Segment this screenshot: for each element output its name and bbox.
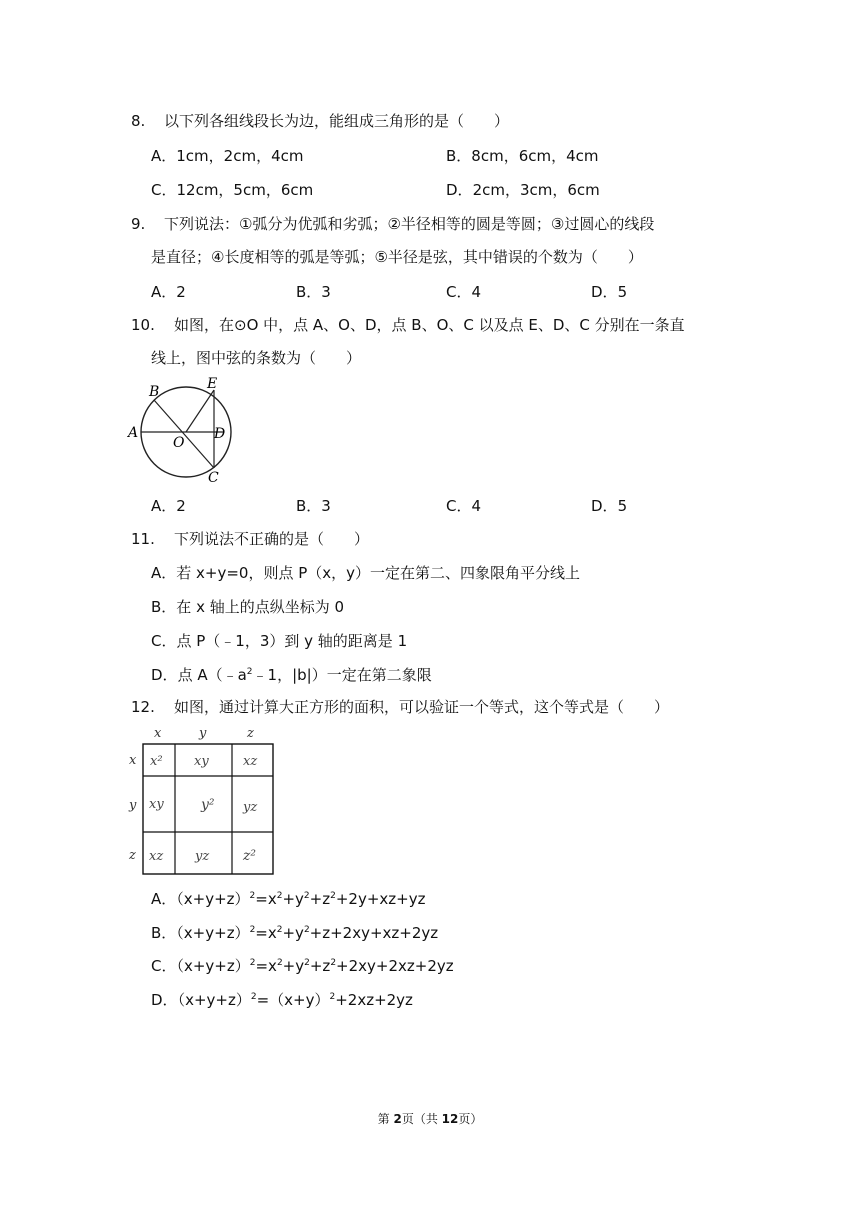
segment-oe [186, 390, 214, 432]
superscript: 2 [276, 925, 283, 935]
row-header-z: z [129, 848, 136, 863]
option-text: 5 [617, 497, 628, 515]
option-text: 2 [176, 497, 186, 515]
formula-part: =（x+y） [256, 991, 330, 1009]
option-text: 12cm，5cm，6cm [176, 181, 314, 199]
formula-part: +2xz+2yz [335, 991, 413, 1009]
cell-y2: y² [201, 797, 215, 813]
option-text: 2cm，3cm，6cm [472, 181, 600, 199]
footer-pre: 第 [377, 1112, 394, 1126]
option-letter: B． [151, 598, 177, 616]
segment-bc [154, 400, 214, 468]
option-letter: D． [151, 666, 178, 684]
superscript: 2 [276, 891, 283, 901]
question-10-option-d [591, 496, 627, 516]
label-d: D [214, 426, 226, 442]
col-header-z: z [247, 726, 254, 741]
question-8-option-d [446, 180, 600, 200]
footer-post: 页） [458, 1112, 483, 1126]
question-12-option-b [151, 923, 438, 943]
cell-yz-right: yz [243, 800, 258, 815]
question-10-option-b [296, 496, 331, 516]
option-letter: A． [151, 564, 177, 582]
option-letter: C． [151, 181, 177, 199]
question-9-option-b [296, 282, 331, 302]
cell-yz-bottom: yz [195, 849, 210, 864]
page-footer [0, 1110, 860, 1127]
superscript: 2 [249, 891, 256, 901]
option-text: 8cm，6cm，4cm [471, 147, 599, 165]
question-12-option-a [151, 889, 425, 909]
superscript: 2 [246, 667, 253, 677]
footer-mid: 页（共 [401, 1112, 442, 1126]
question-8-stem: 以下列各组线段长为边，能组成三角形的是（ ） [164, 112, 510, 130]
option-letter: C． [151, 957, 177, 975]
question-9-option-c [446, 282, 481, 302]
formula-part: （x+y+z） [177, 991, 251, 1009]
question-8-option-a [151, 146, 303, 166]
row-header-y: y [129, 798, 137, 813]
col-header-x: x [154, 726, 162, 741]
option-letter: B． [446, 147, 472, 165]
cell-xz-top: xz [243, 754, 258, 769]
question-12-option-d [151, 990, 413, 1010]
formula-part: +z [309, 890, 331, 908]
question-8-option-b [446, 146, 599, 166]
label-a: A [128, 425, 139, 441]
option-letter: C． [446, 497, 472, 515]
superscript: 2 [330, 891, 336, 901]
superscript: 2 [303, 925, 310, 935]
question-12-option-c [151, 956, 454, 976]
question-11-option-d [151, 665, 432, 685]
question-10-number: 10. [131, 316, 155, 334]
option-text: 4 [471, 283, 482, 301]
option-letter: A． [151, 283, 177, 301]
label-e: E [207, 376, 218, 392]
question-10-stem-line-1: 如图，在⊙O 中，点 A、O、D，点 B、O、C 以及点 E、D、C 分别在一条直 [174, 316, 685, 334]
superscript: 2 [276, 958, 283, 968]
option-text: 1cm，2cm，4cm [176, 147, 304, 165]
question-12-number: 12. [131, 698, 155, 716]
option-letter: B． [296, 497, 322, 515]
col-header-y: y [199, 726, 207, 741]
option-letter: C． [446, 283, 472, 301]
question-9-option-d [591, 282, 627, 302]
footer-total-pages: 12 [441, 1112, 459, 1126]
formula-part: +y [282, 890, 304, 908]
option-text-pre: 点 A（﹣a [177, 666, 247, 684]
formula-part: +y [282, 924, 304, 942]
label-c: C [208, 470, 219, 486]
formula-part: （x+y+z） [176, 890, 250, 908]
superscript: 2 [250, 992, 257, 1002]
formula-part: （x+y+z） [176, 957, 250, 975]
option-letter: D． [591, 283, 618, 301]
question-11-stem: 下列说法不正确的是（ ） [174, 530, 370, 548]
superscript: 2 [303, 891, 310, 901]
formula-part: +y [282, 957, 305, 975]
option-letter: A． [151, 497, 177, 515]
footer-page-number: 2 [393, 1112, 402, 1126]
question-9-stem-line-2: 是直径；④长度相等的弧是等弧；⑤半径是弦，其中错误的个数为（ ） [151, 248, 643, 266]
question-11-option-b [151, 597, 344, 617]
option-letter: D． [591, 497, 618, 515]
superscript: 2 [329, 992, 336, 1002]
formula-part: =x [255, 924, 277, 942]
question-10-option-a [151, 496, 186, 516]
option-letter: C． [151, 632, 177, 650]
option-text: 3 [321, 283, 331, 301]
formula-part: =x [255, 890, 277, 908]
row-header-x: x [129, 753, 137, 768]
question-9-option-a [151, 282, 186, 302]
circle-figure [126, 376, 238, 486]
superscript: 2 [330, 958, 337, 968]
formula-part: +2y+xz+yz [335, 890, 426, 908]
option-letter: D． [446, 181, 473, 199]
option-text-post: ﹣1，|b|）一定在第二象限 [252, 666, 432, 684]
formula-part: +2xy+2xz+2yz [336, 957, 454, 975]
label-o: O [173, 435, 185, 451]
square-grid-figure [126, 722, 276, 876]
question-8-option-c [151, 180, 313, 200]
formula-part: +z+2xy+xz+2yz [309, 924, 439, 942]
question-8-number: 8. [131, 112, 146, 130]
question-9-stem-line-1: 下列说法：①弧分为优弧和劣弧；②半径相等的圆是等圆；③过圆心的线段 [164, 215, 655, 233]
question-9-number: 9. [131, 215, 146, 233]
question-11-option-c [151, 631, 407, 651]
option-text: 点 P（﹣1，3）到 y 轴的距离是 1 [176, 632, 408, 650]
option-letter: A． [151, 147, 177, 165]
formula-part: +z [309, 957, 331, 975]
formula-part: （x+y+z） [176, 924, 250, 942]
option-letter: B． [296, 283, 322, 301]
formula-part: =x [255, 957, 277, 975]
option-letter: D． [151, 991, 178, 1009]
label-b: B [149, 384, 160, 400]
option-text: 4 [471, 497, 482, 515]
cell-xz-bottom: xz [149, 849, 164, 864]
option-letter: A． [151, 890, 177, 908]
superscript: 2 [249, 958, 256, 968]
superscript: 2 [249, 925, 256, 935]
option-text: 3 [321, 497, 331, 515]
option-letter: B． [151, 924, 177, 942]
cell-z2: z² [243, 848, 256, 864]
question-11-option-a [151, 563, 580, 583]
option-text: 2 [176, 283, 186, 301]
question-10-option-c [446, 496, 481, 516]
question-10-stem-line-2: 线上，图中弦的条数为（ ） [151, 349, 362, 367]
cell-xy-top: xy [194, 754, 209, 769]
option-text: 5 [617, 283, 628, 301]
question-12-stem: 如图，通过计算大正方形的面积，可以验证一个等式，这个等式是（ ） [174, 698, 670, 716]
option-text: 在 x 轴上的点纵坐标为 0 [176, 598, 345, 616]
cell-x2: x² [150, 754, 163, 769]
option-text: 若 x+y=0，则点 P（x，y）一定在第二、四象限角平分线上 [176, 564, 581, 582]
superscript: 2 [304, 958, 310, 968]
question-11-number: 11. [131, 530, 155, 548]
cell-xy-left: xy [149, 797, 164, 812]
